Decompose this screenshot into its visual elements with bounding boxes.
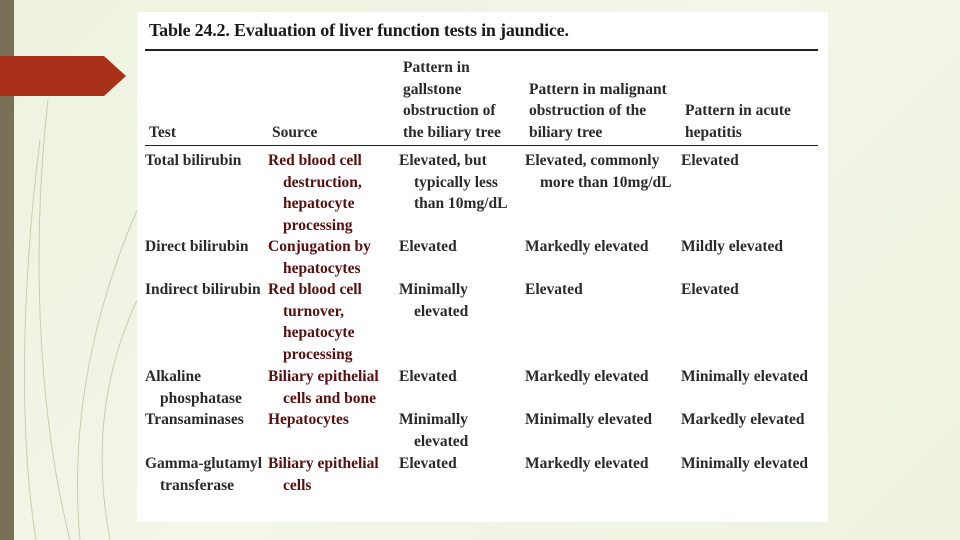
table-panel: [137, 12, 828, 522]
table-row: [145, 409, 818, 453]
cell-test: Transaminases: [145, 411, 244, 428]
header-malignant: Pattern in malignant obstruction of the biliary tree: [529, 80, 667, 141]
cell-source: Biliary epithelial cells: [268, 455, 379, 494]
red-arrow-banner: [0, 56, 126, 96]
cell-gallstone: Elevated: [399, 455, 457, 472]
cell-malignant: Markedly elevated: [525, 368, 649, 385]
cell-test: Total bilirubin: [145, 152, 242, 169]
table-row: [145, 453, 818, 519]
header-source: Source: [272, 123, 318, 141]
cell-hepatitis: Elevated: [681, 152, 739, 169]
cell-test: Direct bilirubin: [145, 238, 249, 255]
table-row: [145, 236, 818, 279]
cell-hepatitis: Mildly elevated: [681, 238, 784, 255]
cell-source: Red blood cell turnover, hepatocyte processing: [268, 281, 362, 363]
cell-gallstone: Minimally elevated: [399, 281, 469, 320]
cell-hepatitis: Elevated: [681, 281, 739, 298]
table-row: [145, 279, 818, 366]
cell-malignant: Elevated: [525, 281, 583, 298]
table-row: [145, 366, 818, 409]
cell-source: Biliary epithelial cells and bone: [268, 368, 379, 407]
table-row: [145, 146, 818, 236]
cell-malignant: Markedly elevated: [525, 455, 649, 472]
cell-test: Gamma-glutamyl transferase: [145, 455, 263, 494]
cell-source: Hepatocytes: [268, 411, 349, 428]
table-header-row: [145, 52, 818, 146]
cell-malignant: Minimally elevated: [525, 411, 652, 428]
cell-source: Red blood cell destruction, hepatocyte processing: [268, 152, 362, 234]
cell-gallstone: Minimally elevated: [399, 411, 469, 450]
cell-source: Conjugation by hepatocytes: [268, 238, 371, 277]
table-caption: Table 24.2. Evaluation of liver function tests in jaundice.: [149, 20, 569, 40]
cell-gallstone: Elevated: [399, 368, 457, 385]
cell-gallstone: Elevated: [399, 238, 457, 255]
header-test: Test: [149, 123, 176, 141]
table-top-rule: [145, 49, 818, 51]
header-hepatitis: Pattern in acute hepatitis: [685, 102, 791, 141]
cell-test: Alkaline phosphatase: [145, 368, 242, 407]
cell-hepatitis: Markedly elevated: [681, 411, 805, 428]
header-gallstone: Pattern in gallstone obstruction of the biliary tree: [403, 59, 501, 141]
cell-hepatitis: Minimally elevated: [681, 455, 808, 472]
cell-hepatitis: Minimally elevated: [681, 368, 808, 385]
cell-malignant: Markedly elevated: [525, 238, 649, 255]
cell-malignant: Elevated, commonly more than 10mg/dL: [525, 152, 672, 191]
cell-gallstone: Elevated, but typically less than 10mg/dL: [399, 152, 508, 212]
cell-test: Indirect bilirubin: [145, 281, 261, 298]
liver-function-table: [145, 52, 818, 519]
